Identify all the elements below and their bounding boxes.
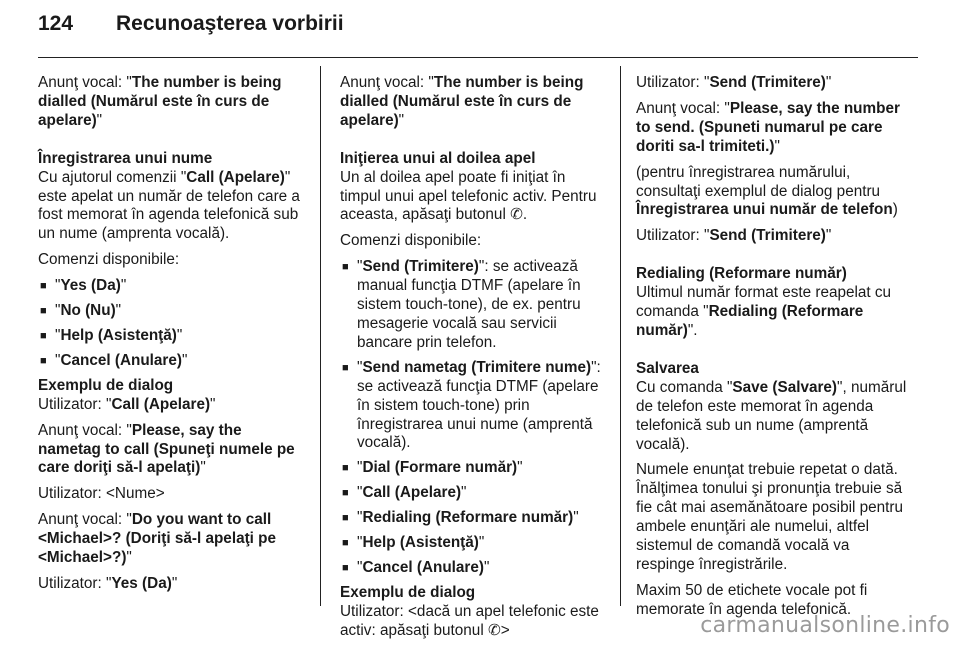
list-item: ■ "No (Nu)" — [38, 302, 306, 321]
voice-prompt-dialling: Anunţ vocal: "The number is being dialled (Numărul este în curs de apelare)" — [340, 74, 584, 129]
dialog-user-line: Utilizator: <dacă un apel telefonic este activ: apăsaţi butonul ✆> — [340, 602, 599, 639]
dialog-user-line: Utilizator: <Nume> — [38, 485, 165, 503]
page-number: 124 — [38, 12, 74, 35]
list-item: ■ "Help (Asistenţă)" — [38, 327, 306, 346]
list-item: ■ "Cancel (Anulare)" — [340, 559, 606, 578]
list-item: ■ "Send nametag (Trimitere nume)": se activează funcţia DTMF (apelare în sistem touch-tone) prin înregistrarea unui nume (amprentă vocală). — [340, 359, 606, 454]
header-rule — [38, 57, 918, 58]
list-item: ■ "Redialing (Reformare număr)" — [340, 509, 606, 528]
list-item: ■ "Yes (Da)" — [38, 277, 306, 296]
section-text-second-call: Un al doilea apel poate fi iniţiat în timpul unui apel telefonic activ. Pentru aceasta, apăsaţi butonul ✆. — [340, 168, 597, 224]
watermark: carmanualsonline.info — [700, 613, 950, 638]
column-divider-2 — [620, 66, 621, 606]
section-heading-register-name: Înregistrarea unui nume — [38, 149, 213, 167]
command-list — [38, 277, 306, 371]
column-1 — [38, 74, 306, 601]
section-text-save: Cu comanda "Save (Salvare)", numărul de telefon este memorat în agenda telefonică sub un nume (amprentă vocală). — [636, 378, 907, 453]
commands-label: Comenzi disponibile: — [340, 232, 482, 250]
page-title: Recunoaşterea vorbirii — [116, 12, 344, 35]
dialog-user-line: Utilizator: "Call (Apelare)" — [38, 395, 216, 413]
section-heading-save: Salvarea — [636, 359, 699, 377]
list-item: ■ "Call (Apelare)" — [340, 484, 606, 503]
dialog-voice-line: Anunţ vocal: "Please, say the number to send. (Spuneti numarul pe care doriti sa-l trimiteti.)" — [636, 99, 900, 155]
dialog-user-line: Utilizator: "Yes (Da)" — [38, 574, 178, 592]
column-3 — [636, 74, 911, 627]
commands-label: Comenzi disponibile: — [38, 251, 180, 269]
dialog-voice-line: Anunţ vocal: "Do you want to call <Michael>? (Doriţi să-l apelaţi pe <Michael>?)" — [38, 511, 277, 567]
section-text-max: Maxim 50 de etichete vocale pot fi memorate în agenda telefonică. — [636, 581, 868, 618]
section-text-register-name: Cu ajutorul comenzii "Call (Apelare)" este apelat un număr de telefon care a fost memorat în agenda telefonică sub un nume (amprenta vocală). — [38, 168, 300, 243]
section-text-redialing: Ultimul număr format este reapelat cu comanda "Redialing (Reformare număr)". — [636, 284, 892, 339]
column-divider-1 — [320, 66, 321, 606]
section-heading-second-call: Iniţierea unui al doilea apel — [340, 149, 536, 167]
dialog-user-line: Utilizator: "Send (Trimitere)" — [636, 74, 832, 91]
dialog-example-heading: Exemplu de dialog — [340, 583, 476, 601]
section-heading-redialing: Redialing (Reformare număr) — [636, 265, 847, 283]
list-item: ■ "Cancel (Anulare)" — [38, 352, 306, 371]
voice-prompt-dialling: Anunţ vocal: "The number is being dialled (Numărul este în curs de apelare)" — [38, 74, 282, 129]
dialog-note: (pentru înregistrarea numărului, consultaţi exemplul de dialog pentru Înregistrarea unui număr de telefon) — [636, 163, 898, 219]
page-header — [38, 12, 918, 52]
section-text-repeat: Numele enunţat trebuie repetat o dată. Înălţimea tonului şi pronunţia trebuie să fie cât mai asemănătoare posibil pentru ambele enunţări ale numelui, altfel sistemul de comandă vocală va respinge înregistrările. — [636, 461, 903, 573]
list-item: ■ "Dial (Formare număr)" — [340, 459, 606, 478]
dialog-voice-line: Anunţ vocal: "Please, say the nametag to call (Spuneţi numele pe care doriţi să-l apelaţi)" — [38, 421, 295, 477]
dialog-example-heading: Exemplu de dialog — [38, 376, 174, 394]
command-list — [340, 258, 606, 578]
column-2 — [340, 74, 606, 648]
dialog-user-line: Utilizator: "Send (Trimitere)" — [636, 227, 832, 245]
list-item: ■ "Send (Trimitere)": se activează manual funcţia DTMF (apelare în sistem touch-tone), de ex. pentru mesagerie vocală sau servicii bancare prin telefon. — [340, 258, 606, 353]
list-item: ■ "Help (Asistenţă)" — [340, 534, 606, 553]
